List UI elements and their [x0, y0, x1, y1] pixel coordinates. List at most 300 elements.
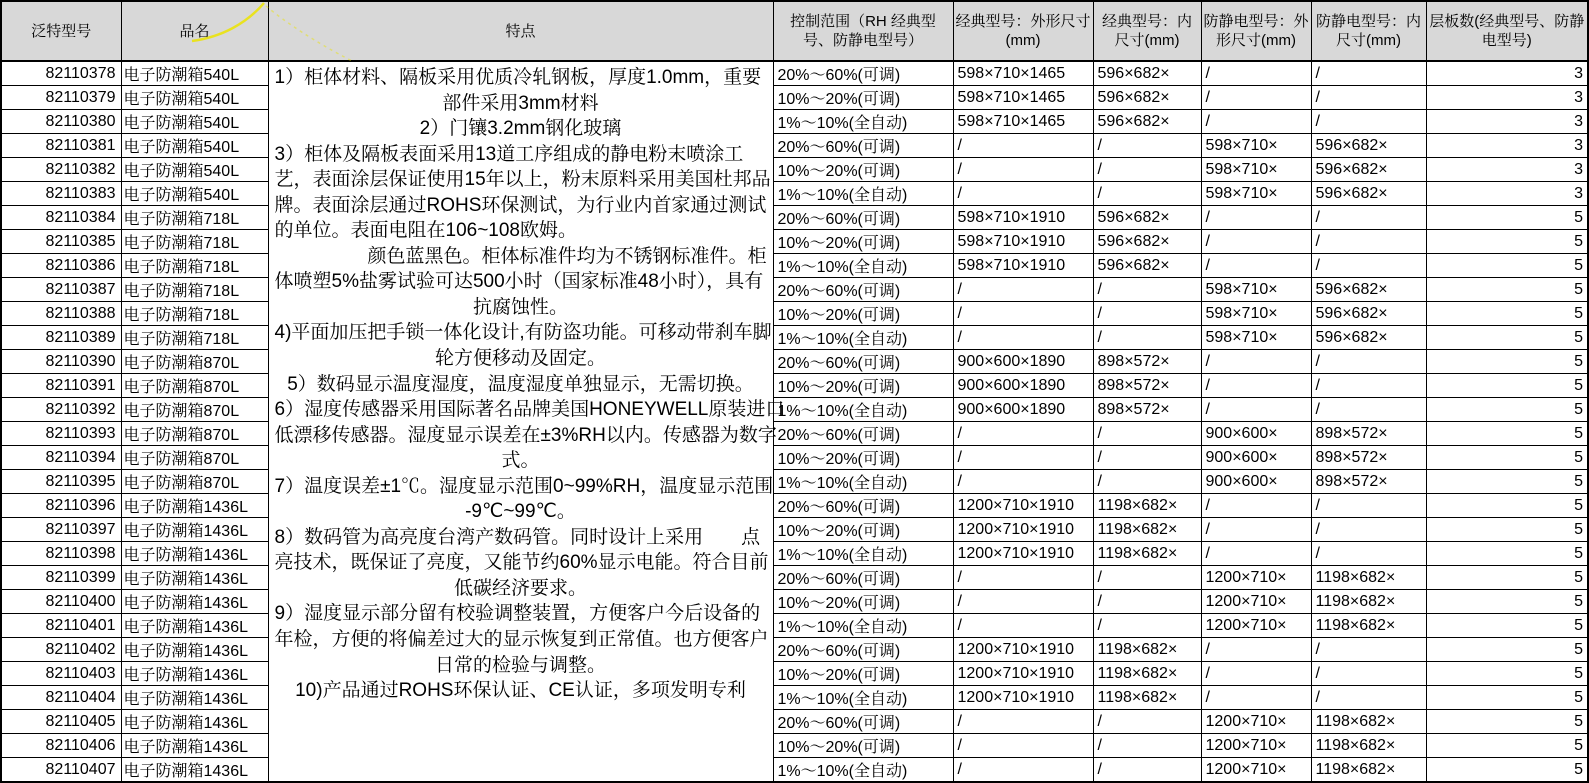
table-row — [1, 470, 1588, 494]
esd-outer-cell: / — [1201, 662, 1311, 686]
range-cell: 20%～60%(可调) — [773, 350, 953, 374]
feature-line: -9℃~99℃。 — [465, 501, 576, 523]
esd-inner-cell: / — [1311, 206, 1426, 230]
table-row — [1, 134, 1588, 158]
feature-line: 9）湿度显示部分留有校验调整装置，方便客户今后设备的 — [274, 603, 761, 625]
feature-line: 年检，方便的将偏差过大的显示恢复到正常值。也方便客户 — [274, 629, 769, 651]
esd-inner-cell: / — [1311, 254, 1426, 278]
classic-outer-cell: 598×710×1910 — [953, 254, 1093, 278]
esd-outer-cell: / — [1201, 518, 1311, 542]
model-cell: 82110403 — [1, 662, 121, 686]
esd-outer-cell: 1200×710× — [1201, 734, 1311, 758]
range-cell: 10%～20%(可调) — [773, 230, 953, 254]
name-cell: 电子防潮箱1436L — [121, 518, 268, 542]
classic-outer-cell: 598×710×1465 — [953, 110, 1093, 134]
table-row — [1, 206, 1588, 230]
esd-inner-cell: / — [1311, 686, 1426, 710]
features-cell — [268, 61, 785, 782]
range-cell: 10%～20%(可调) — [773, 302, 953, 326]
model-cell: 82110390 — [1, 350, 121, 374]
header-esd-outer-size: 防静电型号：外形尺寸(mm) — [1201, 1, 1311, 61]
esd-outer-cell: / — [1201, 398, 1311, 422]
name-cell: 电子防潮箱1436L — [121, 614, 268, 638]
shelves-cell: 3 — [1426, 182, 1588, 206]
range-cell: 1%～10%(全自动) — [773, 686, 953, 710]
esd-inner-cell: 1198×682× — [1311, 566, 1426, 590]
name-cell: 电子防潮箱540L — [121, 158, 268, 182]
name-cell: 电子防潮箱1436L — [121, 686, 268, 710]
table-row — [1, 590, 1588, 614]
shelves-cell: 5 — [1426, 686, 1588, 710]
table-row — [1, 302, 1588, 326]
classic-outer-cell: 1200×710×1910 — [953, 542, 1093, 566]
classic-outer-cell: / — [953, 422, 1093, 446]
classic-inner-cell: 1198×682× — [1093, 662, 1201, 686]
classic-outer-cell: 1200×710×1910 — [953, 686, 1093, 710]
classic-inner-cell: 596×682× — [1093, 110, 1201, 134]
table-row — [1, 61, 1588, 86]
feature-line: 亮技术，既保证了亮度，又能节约60%显示电能。符合目前 — [274, 552, 769, 574]
shelves-cell: 5 — [1426, 446, 1588, 470]
classic-inner-cell: 898×572× — [1093, 350, 1201, 374]
name-cell: 电子防潮箱540L — [121, 134, 268, 158]
feature-line: 3）柜体及隔板表面采用13道工序组成的静电粉末喷涂工 — [274, 143, 744, 165]
table-row — [1, 518, 1588, 542]
shelves-cell: 5 — [1426, 542, 1588, 566]
esd-outer-cell: 598×710× — [1201, 134, 1311, 158]
classic-outer-cell: 598×710×1910 — [953, 206, 1093, 230]
esd-inner-cell: / — [1311, 61, 1426, 86]
model-cell: 82110401 — [1, 614, 121, 638]
table-row — [1, 86, 1588, 110]
name-cell: 电子防潮箱1436L — [121, 758, 268, 783]
range-cell: 1%～10%(全自动) — [773, 110, 953, 134]
model-cell: 82110406 — [1, 734, 121, 758]
range-cell: 20%～60%(可调) — [773, 638, 953, 662]
table-row — [1, 254, 1588, 278]
esd-inner-cell: 596×682× — [1311, 326, 1426, 350]
model-cell: 82110385 — [1, 230, 121, 254]
esd-outer-cell: / — [1201, 254, 1311, 278]
shelves-cell: 5 — [1426, 566, 1588, 590]
table-row — [1, 566, 1588, 590]
classic-outer-cell: / — [953, 566, 1093, 590]
range-cell: 1%～10%(全自动) — [773, 470, 953, 494]
feature-line: 体喷塑5%盐雾试验可达500小时（国家标准48小时），具有 — [274, 271, 764, 293]
header-product-name: 品名 — [121, 1, 268, 61]
feature-line: 抗腐蚀性。 — [472, 296, 568, 318]
classic-inner-cell: 1198×682× — [1093, 638, 1201, 662]
table-row — [1, 422, 1588, 446]
esd-inner-cell: 596×682× — [1311, 182, 1426, 206]
range-cell: 10%～20%(可调) — [773, 662, 953, 686]
model-cell: 82110398 — [1, 542, 121, 566]
model-cell: 82110407 — [1, 758, 121, 783]
table-body — [1, 61, 1588, 782]
model-cell: 82110405 — [1, 710, 121, 734]
classic-outer-cell: / — [953, 446, 1093, 470]
name-cell: 电子防潮箱1436L — [121, 494, 268, 518]
feature-line: 1）柜体材料、隔板采用优质冷轧钢板，厚度1.0mm，重要 — [274, 67, 762, 88]
esd-outer-cell: / — [1201, 638, 1311, 662]
shelves-cell: 5 — [1426, 254, 1588, 278]
name-cell: 电子防潮箱718L — [121, 254, 268, 278]
esd-outer-cell: / — [1201, 61, 1311, 86]
classic-inner-cell: 898×572× — [1093, 374, 1201, 398]
esd-outer-cell: / — [1201, 686, 1311, 710]
table-row — [1, 734, 1588, 758]
shelves-cell: 5 — [1426, 614, 1588, 638]
feature-line: 7）温度误差±1℃。湿度显示范围0~99%RH，温度显示范围 — [274, 475, 774, 497]
table-row — [1, 182, 1588, 206]
esd-outer-cell: / — [1201, 86, 1311, 110]
classic-inner-cell: / — [1093, 134, 1201, 158]
table-row — [1, 278, 1588, 302]
table-row — [1, 638, 1588, 662]
shelves-cell: 5 — [1426, 470, 1588, 494]
feature-line: 低漂移传感器。湿度显示误差在±3%RH以内。传感器为数字 — [274, 424, 777, 446]
range-cell: 1%～10%(全自动) — [773, 542, 953, 566]
header-control-range: 控制范围（RH 经典型号、防静电型号） — [773, 1, 953, 61]
feature-line: 低碳经济要求。 — [453, 577, 587, 599]
shelves-cell: 3 — [1426, 134, 1588, 158]
range-cell: 20%～60%(可调) — [773, 278, 953, 302]
model-cell: 82110388 — [1, 302, 121, 326]
name-cell: 电子防潮箱718L — [121, 326, 268, 350]
model-cell: 82110382 — [1, 158, 121, 182]
range-cell: 10%～20%(可调) — [773, 590, 953, 614]
name-cell: 电子防潮箱1436L — [121, 710, 268, 734]
model-cell: 82110392 — [1, 398, 121, 422]
range-cell: 10%～20%(可调) — [773, 446, 953, 470]
range-cell: 10%～20%(可调) — [773, 374, 953, 398]
esd-outer-cell: 598×710× — [1201, 158, 1311, 182]
table-row — [1, 374, 1588, 398]
range-cell: 1%～10%(全自动) — [773, 614, 953, 638]
header-esd-inner-size: 防静电型号：内尺寸(mm) — [1311, 1, 1426, 61]
esd-inner-cell: 1198×682× — [1311, 614, 1426, 638]
shelves-cell: 3 — [1426, 110, 1588, 134]
classic-inner-cell: / — [1093, 158, 1201, 182]
esd-inner-cell: 1198×682× — [1311, 734, 1426, 758]
model-cell: 82110395 — [1, 470, 121, 494]
model-cell: 82110387 — [1, 278, 121, 302]
model-cell: 82110384 — [1, 206, 121, 230]
table-row — [1, 110, 1588, 134]
table-row — [1, 494, 1588, 518]
esd-inner-cell: 898×572× — [1311, 446, 1426, 470]
range-cell: 1%～10%(全自动) — [773, 182, 953, 206]
feature-line: 6）湿度传感器采用国际著名品牌美国HONEYWELL原装进口 — [274, 399, 785, 421]
classic-outer-cell: / — [953, 590, 1093, 614]
classic-inner-cell: 596×682× — [1093, 254, 1201, 278]
shelves-cell: 5 — [1426, 758, 1588, 783]
esd-inner-cell: 596×682× — [1311, 134, 1426, 158]
model-cell: 82110402 — [1, 638, 121, 662]
range-cell: 10%～20%(可调) — [773, 518, 953, 542]
name-cell: 电子防潮箱1436L — [121, 590, 268, 614]
esd-outer-cell: 1200×710× — [1201, 710, 1311, 734]
shelves-cell: 3 — [1426, 61, 1588, 86]
classic-inner-cell: / — [1093, 566, 1201, 590]
model-cell: 82110386 — [1, 254, 121, 278]
classic-inner-cell: 596×682× — [1093, 206, 1201, 230]
esd-inner-cell: / — [1311, 494, 1426, 518]
esd-outer-cell: 598×710× — [1201, 182, 1311, 206]
esd-inner-cell: / — [1311, 110, 1426, 134]
esd-outer-cell: 1200×710× — [1201, 758, 1311, 783]
esd-outer-cell: / — [1201, 110, 1311, 134]
range-cell: 20%～60%(可调) — [773, 134, 953, 158]
name-cell: 电子防潮箱540L — [121, 182, 268, 206]
feature-line: 部件采用3mm材料 — [442, 92, 599, 114]
classic-outer-cell: / — [953, 710, 1093, 734]
shelves-cell: 5 — [1426, 398, 1588, 422]
shelves-cell: 5 — [1426, 590, 1588, 614]
table-row — [1, 446, 1588, 470]
feature-line: 5）数码显示温度湿度，温度湿度单独显示，无需切换。 — [287, 373, 754, 395]
range-cell: 20%～60%(可调) — [773, 206, 953, 230]
table-row — [1, 542, 1588, 566]
classic-outer-cell: / — [953, 734, 1093, 758]
feature-line: 10)产品通过ROHS环保认证、CE认证，多项发明专利 — [295, 680, 746, 702]
classic-outer-cell: 1200×710×1910 — [953, 638, 1093, 662]
feature-line: 4)平面加压把手锁一体化设计,有防盗功能。可移动带刹车脚 — [274, 322, 772, 344]
classic-outer-cell: 900×600×1890 — [953, 374, 1093, 398]
table-row — [1, 614, 1588, 638]
esd-outer-cell: / — [1201, 230, 1311, 254]
shelves-cell: 5 — [1426, 638, 1588, 662]
header-shelf-count: 层板数(经典型号、防静电型号) — [1426, 1, 1588, 61]
esd-inner-cell: / — [1311, 662, 1426, 686]
classic-inner-cell: 1198×682× — [1093, 542, 1201, 566]
esd-outer-cell: 598×710× — [1201, 302, 1311, 326]
classic-outer-cell: 598×710×1465 — [953, 86, 1093, 110]
name-cell: 电子防潮箱870L — [121, 446, 268, 470]
esd-inner-cell: / — [1311, 374, 1426, 398]
name-cell: 电子防潮箱718L — [121, 230, 268, 254]
header-features: 特点 — [268, 1, 773, 61]
name-cell: 电子防潮箱718L — [121, 206, 268, 230]
shelves-cell: 5 — [1426, 206, 1588, 230]
name-cell: 电子防潮箱540L — [121, 61, 268, 86]
table-row — [1, 758, 1588, 783]
classic-outer-cell: / — [953, 158, 1093, 182]
name-cell: 电子防潮箱870L — [121, 374, 268, 398]
esd-outer-cell: 598×710× — [1201, 326, 1311, 350]
classic-outer-cell: 1200×710×1910 — [953, 662, 1093, 686]
feature-line: 2）门镶3.2mm钢化玻璃 — [419, 118, 622, 140]
esd-outer-cell: / — [1201, 494, 1311, 518]
esd-inner-cell: / — [1311, 230, 1426, 254]
shelves-cell: 5 — [1426, 518, 1588, 542]
name-cell: 电子防潮箱540L — [121, 86, 268, 110]
table-row — [1, 230, 1588, 254]
classic-outer-cell: 1200×710×1910 — [953, 518, 1093, 542]
name-cell: 电子防潮箱1436L — [121, 638, 268, 662]
range-cell: 1%～10%(全自动) — [773, 758, 953, 783]
feature-line: 艺，表面涂层保证使用15年以上，粉末原料采用美国杜邦品 — [274, 169, 771, 191]
table-row — [1, 158, 1588, 182]
classic-inner-cell: 1198×682× — [1093, 494, 1201, 518]
feature-line: 式。 — [501, 450, 540, 472]
model-cell: 82110378 — [1, 61, 121, 86]
classic-outer-cell: 900×600×1890 — [953, 350, 1093, 374]
header-model: 泛特型号 — [1, 1, 121, 61]
range-cell: 20%～60%(可调) — [773, 61, 953, 86]
range-cell: 20%～60%(可调) — [773, 710, 953, 734]
esd-inner-cell: 898×572× — [1311, 470, 1426, 494]
classic-inner-cell: / — [1093, 446, 1201, 470]
esd-outer-cell: / — [1201, 542, 1311, 566]
esd-outer-cell: / — [1201, 350, 1311, 374]
shelves-cell: 5 — [1426, 710, 1588, 734]
shelves-cell: 5 — [1426, 734, 1588, 758]
esd-inner-cell: / — [1311, 638, 1426, 662]
model-cell: 82110393 — [1, 422, 121, 446]
classic-inner-cell: / — [1093, 302, 1201, 326]
esd-outer-cell: 1200×710× — [1201, 566, 1311, 590]
shelves-cell: 5 — [1426, 374, 1588, 398]
shelves-cell: 5 — [1426, 302, 1588, 326]
classic-outer-cell: / — [953, 758, 1093, 783]
classic-inner-cell: / — [1093, 278, 1201, 302]
name-cell: 电子防潮箱1436L — [121, 662, 268, 686]
feature-line: 牌。表面涂层通过ROHS环保测试，为行业内首家通过测试 — [274, 194, 767, 216]
esd-inner-cell: / — [1311, 542, 1426, 566]
range-cell: 20%～60%(可调) — [773, 566, 953, 590]
classic-inner-cell: / — [1093, 614, 1201, 638]
header-classic-outer-size: 经典型号：外形尺寸(mm) — [953, 1, 1093, 61]
model-cell: 82110379 — [1, 86, 121, 110]
esd-outer-cell: 900×600× — [1201, 470, 1311, 494]
name-cell: 电子防潮箱870L — [121, 422, 268, 446]
classic-inner-cell: / — [1093, 182, 1201, 206]
classic-inner-cell: / — [1093, 470, 1201, 494]
classic-outer-cell: 598×710×1910 — [953, 230, 1093, 254]
classic-inner-cell: 596×682× — [1093, 230, 1201, 254]
esd-inner-cell: / — [1311, 398, 1426, 422]
esd-inner-cell: 1198×682× — [1311, 710, 1426, 734]
model-cell: 82110389 — [1, 326, 121, 350]
esd-inner-cell: 1198×682× — [1311, 758, 1426, 783]
name-cell: 电子防潮箱1436L — [121, 734, 268, 758]
shelves-cell: 5 — [1426, 422, 1588, 446]
feature-line: 8）数码管为高亮度台湾产数码管。同时设计上采用 点 — [274, 526, 761, 548]
table-row — [1, 398, 1588, 422]
esd-outer-cell: / — [1201, 206, 1311, 230]
model-cell: 82110381 — [1, 134, 121, 158]
classic-inner-cell: 596×682× — [1093, 61, 1201, 86]
classic-inner-cell: / — [1093, 758, 1201, 783]
model-cell: 82110380 — [1, 110, 121, 134]
esd-inner-cell: 596×682× — [1311, 278, 1426, 302]
classic-inner-cell: 1198×682× — [1093, 686, 1201, 710]
classic-inner-cell: / — [1093, 710, 1201, 734]
classic-outer-cell: 1200×710×1910 — [953, 494, 1093, 518]
esd-inner-cell: / — [1311, 350, 1426, 374]
classic-outer-cell: 900×600×1890 — [953, 398, 1093, 422]
model-cell: 82110400 — [1, 590, 121, 614]
classic-outer-cell: / — [953, 326, 1093, 350]
model-cell: 82110391 — [1, 374, 121, 398]
range-cell: 1%～10%(全自动) — [773, 326, 953, 350]
classic-outer-cell: / — [953, 470, 1093, 494]
shelves-cell: 5 — [1426, 278, 1588, 302]
classic-outer-cell: / — [953, 302, 1093, 326]
classic-inner-cell: 898×572× — [1093, 398, 1201, 422]
esd-inner-cell: / — [1311, 86, 1426, 110]
table-row — [1, 686, 1588, 710]
shelves-cell: 5 — [1426, 494, 1588, 518]
classic-inner-cell: / — [1093, 422, 1201, 446]
name-cell: 电子防潮箱718L — [121, 278, 268, 302]
shelves-cell: 3 — [1426, 158, 1588, 182]
esd-outer-cell: 598×710× — [1201, 278, 1311, 302]
esd-inner-cell: / — [1311, 518, 1426, 542]
model-cell: 82110399 — [1, 566, 121, 590]
esd-outer-cell: 900×600× — [1201, 446, 1311, 470]
shelves-cell: 5 — [1426, 662, 1588, 686]
header-row — [1, 1, 1588, 61]
classic-inner-cell: / — [1093, 326, 1201, 350]
range-cell: 20%～60%(可调) — [773, 494, 953, 518]
name-cell: 电子防潮箱1436L — [121, 566, 268, 590]
shelves-cell: 5 — [1426, 326, 1588, 350]
table-row — [1, 350, 1588, 374]
range-cell: 1%～10%(全自动) — [773, 398, 953, 422]
classic-outer-cell: / — [953, 614, 1093, 638]
esd-inner-cell: 596×682× — [1311, 302, 1426, 326]
model-cell: 82110383 — [1, 182, 121, 206]
classic-inner-cell: / — [1093, 734, 1201, 758]
esd-inner-cell: 596×682× — [1311, 158, 1426, 182]
shelves-cell: 3 — [1426, 86, 1588, 110]
classic-inner-cell: / — [1093, 590, 1201, 614]
range-cell: 10%～20%(可调) — [773, 734, 953, 758]
esd-outer-cell: / — [1201, 374, 1311, 398]
feature-line: 轮方便移动及固定。 — [434, 348, 606, 370]
name-cell: 电子防潮箱870L — [121, 470, 268, 494]
table-row — [1, 662, 1588, 686]
model-cell: 82110404 — [1, 686, 121, 710]
esd-outer-cell: 900×600× — [1201, 422, 1311, 446]
name-cell: 电子防潮箱540L — [121, 110, 268, 134]
name-cell: 电子防潮箱870L — [121, 398, 268, 422]
esd-outer-cell: 1200×710× — [1201, 614, 1311, 638]
shelves-cell: 5 — [1426, 230, 1588, 254]
classic-outer-cell: 598×710×1465 — [953, 61, 1093, 86]
range-cell: 1%～10%(全自动) — [773, 254, 953, 278]
header-classic-inner-size: 经典型号：内尺寸(mm) — [1093, 1, 1201, 61]
range-cell: 10%～20%(可调) — [773, 158, 953, 182]
range-cell: 10%～20%(可调) — [773, 86, 953, 110]
name-cell: 电子防潮箱718L — [121, 302, 268, 326]
esd-outer-cell: 1200×710× — [1201, 590, 1311, 614]
name-cell: 电子防潮箱1436L — [121, 542, 268, 566]
name-cell: 电子防潮箱870L — [121, 350, 268, 374]
esd-inner-cell: 898×572× — [1311, 422, 1426, 446]
model-cell: 82110396 — [1, 494, 121, 518]
esd-inner-cell: 1198×682× — [1311, 590, 1426, 614]
classic-inner-cell: 1198×682× — [1093, 518, 1201, 542]
classic-outer-cell: / — [953, 134, 1093, 158]
feature-line: 日常的检验与调整。 — [434, 654, 606, 676]
table-row — [1, 326, 1588, 350]
feature-line: 颜色蓝黑色。柜体标准件均为不锈钢标准件。柜 — [367, 245, 767, 267]
classic-outer-cell: / — [953, 182, 1093, 206]
table-row — [1, 710, 1588, 734]
